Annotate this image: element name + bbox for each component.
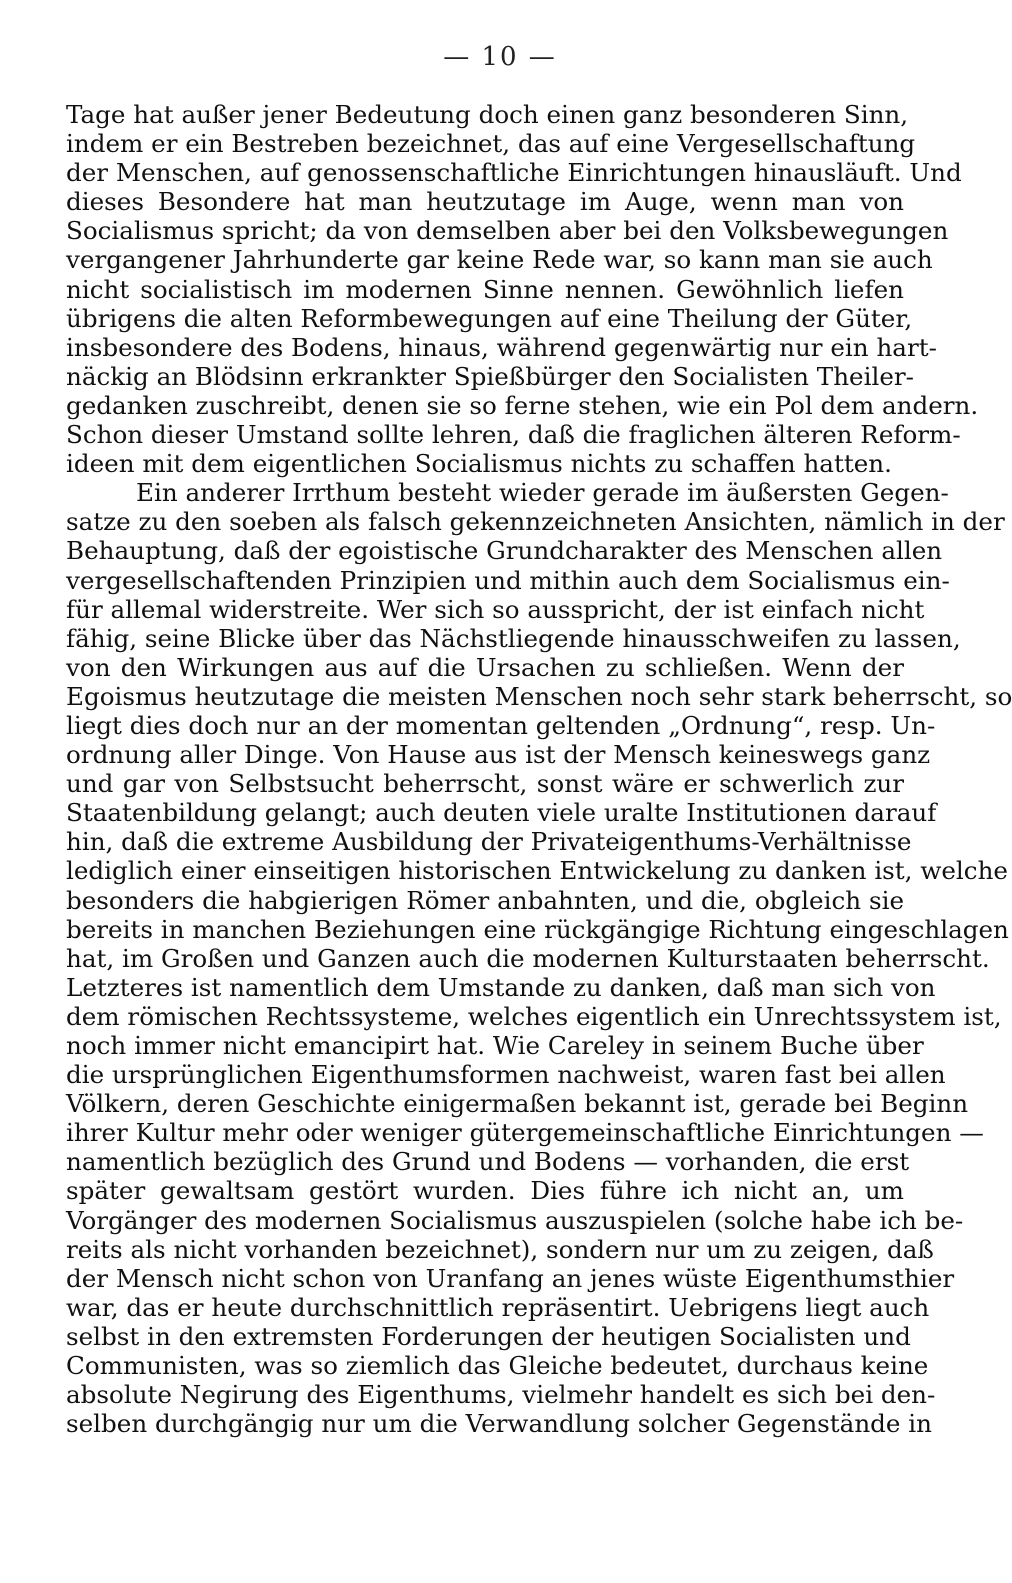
text-line: indem er ein Bestreben bezeichnet, das auf eine Vergesellschaftung xyxy=(66,129,916,159)
text-line: vergangener Jahrhunderte gar keine Rede war, so kann man sie auch xyxy=(66,245,933,275)
text-line: Egoismus heutzutage die meisten Menschen noch sehr stark beherrscht, so xyxy=(66,681,1012,711)
text-line: Behauptung, daß der egoistische Grundcharakter des Menschen allen xyxy=(66,536,943,566)
text-line: nicht socialistisch im modernen Sinne nennen. Gewöhnlich liefen xyxy=(66,274,904,304)
text-line: der Menschen, auf genossenschaftliche Einrichtungen hinausläuft. Und xyxy=(66,158,962,188)
text-line: selbst in den extremsten Forderungen der heutigen Socialisten und xyxy=(66,1321,911,1351)
text-line: die ursprünglichen Eigenthumsformen nachweist, waren fast bei allen xyxy=(66,1060,946,1090)
text-line: näckig an Blödsinn erkrankter Spießbürger den Socialisten Theiler- xyxy=(66,361,914,391)
text-line: von den Wirkungen aus auf die Ursachen zu schließen. Wenn der xyxy=(66,652,904,682)
text-line: und gar von Selbstsucht beherrscht, sonst wäre er schwerlich zur xyxy=(66,769,904,799)
text-line: Vorgänger des modernen Socialismus auszuspielen (solche habe ich be- xyxy=(66,1205,964,1235)
text-line: selben durchgängig nur um die Verwandlung solcher Gegenstände in xyxy=(66,1409,932,1439)
text-line: dieses Besondere hat man heutzutage im Auge, wenn man von xyxy=(66,187,904,217)
text-line: reits als nicht vorhanden bezeichnet), sondern nur um zu zeigen, daß xyxy=(66,1234,934,1264)
text-line: namentlich bezüglich des Grund und Bodens — vorhanden, die erst xyxy=(66,1147,910,1177)
text-line: für allemal widerstreite. Wer sich so ausspricht, der ist einfach nicht xyxy=(66,594,925,624)
text-line: hin, daß die extreme Ausbildung der Privateigenthums-Verhältnisse xyxy=(66,827,912,857)
text-line: absolute Negirung des Eigenthums, vielmehr handelt es sich bei den- xyxy=(66,1380,936,1410)
text-line: übrigens die alten Reformbewegungen auf eine Theilung der Güter, xyxy=(66,303,913,333)
text-line: später gewaltsam gestört wurden. Dies führe ich nicht an, um xyxy=(66,1176,904,1206)
text-line: insbesondere des Bodens, hinaus, während gegenwärtig nur ein hart- xyxy=(66,332,937,362)
text-line: dem römischen Rechtssysteme, welches eigentlich ein Unrechtssystem ist, xyxy=(66,1001,1002,1031)
text-line: noch immer nicht emancipirt hat. Wie Careley in seinem Buche über xyxy=(66,1031,924,1060)
text-line: Staatenbildung gelangt; auch deuten viele uralte Institutionen darauf xyxy=(66,798,937,828)
text-line: Schon dieser Umstand sollte lehren, daß die fraglichen älteren Reform- xyxy=(66,420,961,450)
text-line: bereits in manchen Beziehungen eine rückgängige Richtung eingeschlagen xyxy=(66,914,1009,944)
text-line: war, das er heute durchschnittlich repräsentirt. Uebrigens liegt auch xyxy=(66,1292,930,1322)
text-line: ordnung aller Dinge. Von Hause aus ist der Mensch keineswegs ganz xyxy=(66,740,931,770)
text-line: der Mensch nicht schon von Uranfang an jenes wüste Eigenthumsthier xyxy=(66,1263,955,1293)
text-line: gedanken zuschreibt, denen sie so ferne stehen, wie ein Pol dem andern. xyxy=(66,390,979,420)
text-line: besonders die habgierigen Römer anbahnten, und die, obgleich sie xyxy=(66,885,904,915)
text-line: Socialismus spricht; da von demselben aber bei den Volksbewegungen xyxy=(66,216,949,246)
text-line: Letzteres ist namentlich dem Umstande zu danken, daß man sich von xyxy=(66,972,936,1002)
text-line: hat, im Großen und Ganzen auch die modernen Kulturstaaten beherrscht. xyxy=(66,943,990,973)
text-line: Völkern, deren Geschichte einigermaßen bekannt ist, gerade bei Beginn xyxy=(66,1089,969,1119)
text-line: vergesellschaftenden Prinzipien und mithin auch dem Socialismus ein- xyxy=(66,565,950,595)
page-number: — 10 — xyxy=(443,42,557,72)
text-line: satze zu den soeben als falsch gekennzeichneten Ansichten, nämlich in der xyxy=(66,507,1005,537)
paragraph-start-line: Ein anderer Irrthum besteht wieder gerade im äußersten Gegen- xyxy=(136,478,949,508)
body-text xyxy=(66,100,1012,1439)
text-line: Communisten, was so ziemlich das Gleiche bedeutet, durchaus keine xyxy=(66,1351,929,1381)
text-line: Tage hat außer jener Bedeutung doch einen ganz besonderen Sinn, xyxy=(66,100,909,129)
text-line: ihrer Kultur mehr oder weniger gütergemeinschaftliche Einrichtungen — xyxy=(66,1118,984,1148)
paragraph-end-line: ideen mit dem eigentlichen Socialismus nichts zu schaffen hatten. xyxy=(66,449,892,479)
text-line: liegt dies doch nur an der momentan geltenden „Ordnung“, resp. Un- xyxy=(66,710,936,740)
text-line: lediglich einer einseitigen historischen Entwickelung zu danken ist, welche xyxy=(66,856,1008,886)
text-line: fähig, seine Blicke über das Nächstliegende hinausschweifen zu lassen, xyxy=(66,623,961,653)
